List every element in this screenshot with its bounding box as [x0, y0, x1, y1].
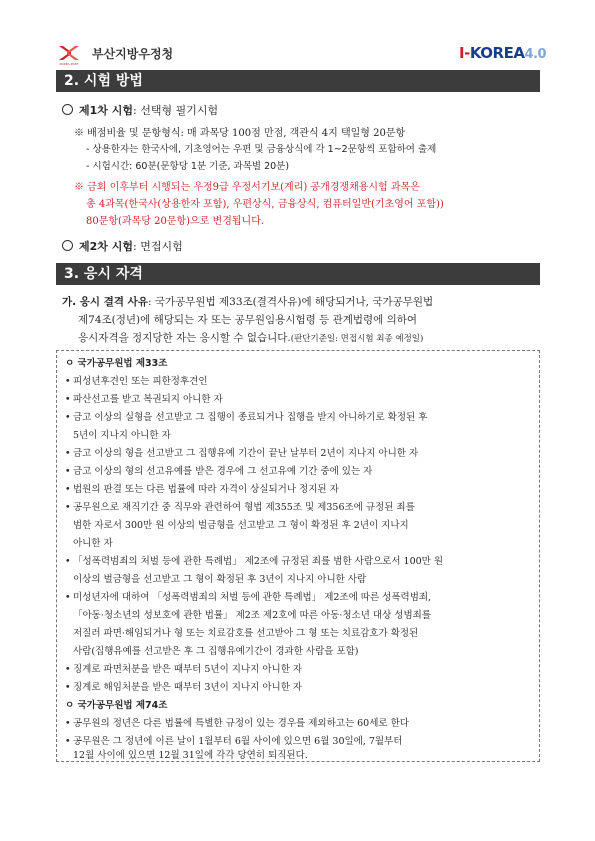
heading-mark: ㅇ	[65, 700, 75, 711]
provision-text: 법원의 판결 또는 다른 법률에 따라 자격이 상실되거나 정지된 자	[73, 484, 339, 495]
disqualification-text-1: : 국가공무원법 제33조(결격사유)에 해당되거나, 국가공무원법	[147, 296, 434, 308]
korea-post-logo-icon	[56, 40, 82, 66]
provision-text: 파산선고를 받고 복권되지 아니한 자	[73, 394, 223, 405]
provision-continuation: 12월 사이에 있으면 12월 31일에 각각 당연히 퇴직된다.	[73, 750, 308, 761]
brand-version: 4.0	[524, 47, 546, 62]
bullet-icon: •	[65, 448, 71, 459]
first-exam-text: : 선택형 필기시험	[133, 104, 219, 117]
provision-continuation: 범한 자로서 300만 원 이상의 벌금형을 선고받고 그 형이 확정된 후 2년이 지나지	[73, 520, 409, 531]
provision-item	[65, 589, 431, 603]
red-notice-line-2: 총 4과목(한국사(상용한자 포함), 우편상식, 금융상식, 컴퓨터일반(기초영어 포함))	[86, 199, 444, 210]
provision-item	[65, 391, 223, 405]
bullet-icon: •	[65, 376, 71, 387]
box-heading-74-text: 국가공무원법 제74조	[77, 700, 168, 711]
provision-continuation: 사람(집행유예를 선고받은 후 그 집행유예기간이 경과한 사람을 포함)	[73, 646, 359, 657]
provision-text: 「성폭력범죄의 처벌 등에 관한 특례법」 제2조에 규정된 죄를 범한 사람으로서 100만 원	[73, 556, 444, 567]
provision-item	[65, 463, 372, 477]
provision-continuation: 이상의 벌금형을 선고받고 그 형이 확정된 후 3년이 지나지 아니한 사람	[73, 574, 367, 585]
note-line-1: ※ 배점비율 및 문항형식: 매 과목당 100점 만점, 객관식 4지 택일형 20문항	[74, 128, 406, 139]
box-heading-33	[65, 355, 167, 369]
bullet-icon: •	[65, 466, 71, 477]
page-header	[56, 40, 546, 66]
provision-text: 징계로 해임처분을 받은 때부터 3년이 지나지 아니한 자	[73, 682, 303, 693]
provision-text: 공무원으로 재직기간 중 직무와 관련하여 형법 제355조 및 제356조에 규정된 죄를	[73, 502, 415, 513]
provision-item	[65, 409, 427, 423]
provision-item	[65, 715, 409, 729]
provision-continuation: 아니한 자	[73, 538, 113, 549]
i-korea-brand	[459, 44, 546, 62]
disqualification-line-2: 제74조(정년)에 해당되는 자 또는 공무원임용시험령 등 관계법령에 의하여	[78, 314, 418, 326]
brand-prefix: I-	[459, 44, 470, 62]
provision-item	[65, 499, 415, 513]
provision-item	[65, 481, 339, 495]
first-exam-line	[62, 102, 218, 118]
provision-item	[65, 445, 418, 459]
provision-text: 공무원의 정년은 다른 법률에 특별한 규정이 있는 경우를 제외하고는 60세로 한다	[73, 718, 409, 729]
red-notice-line-3: 80문항(과목당 20문항)으로 변경됩니다.	[86, 216, 265, 227]
provision-text: 금고 이상의 실형을 선고받고 그 집행이 종료되거나 집행을 받지 아니하기로 확정된 후	[73, 412, 428, 423]
provision-item	[65, 553, 443, 567]
bullet-icon: •	[65, 682, 71, 693]
provision-text: 징계로 파면처분을 받은 때부터 5년이 지나지 아니한 자	[73, 664, 303, 675]
provision-continuation: 5년이 지나지 아니한 자	[73, 430, 171, 441]
box-heading-33-text: 국가공무원법 제33조	[77, 358, 168, 369]
bullet-icon: •	[65, 664, 71, 675]
bullet-icon: •	[65, 556, 71, 567]
legal-provisions-box	[56, 350, 540, 762]
brand-korea: KOREA	[469, 44, 525, 62]
disqualification-label: 가. 응시 결격 사유	[62, 296, 148, 308]
circle-bullet-icon	[62, 240, 73, 251]
bullet-icon: •	[65, 412, 71, 423]
provision-continuation: 저질러 파면·해임되거나 형 또는 치료감호를 선고받아 그 형 또는 치료감호가 확정된	[73, 628, 419, 639]
provision-text: 피성년후견인 또는 피한정후견인	[73, 376, 208, 387]
provision-item	[65, 679, 302, 693]
second-exam-label: 제2차 시험	[79, 240, 133, 253]
disqualification-line-1	[62, 294, 433, 309]
disqualification-text-3: 응시자격을 정지당한 자는 응시할 수 없습니다.	[78, 332, 291, 344]
note-line-2: - 상용한자는 한국사에, 기초영어는 우편 및 금융상식에 각 1~2문항씩 포함하여 출제	[86, 144, 437, 155]
red-notice-line-1: ※ 금회 이후부터 시행되는 우정9급 우정서기보(계리) 공개경쟁채용시험 과목은	[74, 182, 420, 193]
bullet-icon: •	[65, 736, 71, 747]
disqualification-line-3	[78, 330, 423, 345]
first-exam-label: 제1차 시험	[79, 104, 133, 117]
second-exam-text: : 면접시험	[133, 240, 183, 253]
box-heading-74	[65, 697, 167, 711]
bullet-icon: •	[65, 394, 71, 405]
heading-mark: ㅇ	[65, 358, 75, 369]
bullet-icon: •	[65, 718, 71, 729]
bullet-icon: •	[65, 484, 71, 495]
circle-bullet-icon	[62, 104, 73, 115]
bullet-icon: •	[65, 502, 71, 513]
judgment-date-note: (판단기준일: 면접시험 최종 예정일)	[290, 334, 424, 344]
provision-item	[65, 373, 208, 387]
bullet-icon: •	[65, 592, 71, 603]
provision-text: 공무원은 그 정년에 이른 날이 1월부터 6월 사이에 있으면 6월 30일에, 7월부터	[73, 736, 403, 747]
note-line-3: - 시험시간: 60분(문항당 1분 기준, 과목별 20분)	[86, 161, 290, 172]
provision-text: 미성년자에 대하여 「성폭력범죄의 처벌 등에 관한 특례법」 제2조에 따른 성폭력범죄,	[73, 592, 432, 603]
section-3-title: 3. 응시 자격	[56, 263, 540, 285]
org-name: 부산지방우정청	[92, 47, 174, 61]
provision-item	[65, 661, 302, 675]
second-exam-line	[62, 238, 183, 254]
section-2-title: 2. 시험 방법	[56, 70, 540, 92]
provision-continuation: 「아동·청소년의 성보호에 관한 법률」 제2조 제2호에 따른 아동·청소년 대상 성범죄를	[73, 610, 431, 621]
logo-subtext: KOREA POST	[59, 62, 79, 66]
provision-text: 금고 이상의 형을 선고받고 그 집행유예 기간이 끝난 날부터 2년이 지나지 아니한 자	[73, 448, 419, 459]
provision-item	[65, 733, 402, 747]
provision-text: 금고 이상의 형의 선고유예를 받은 경우에 그 선고유예 기간 중에 있는 자	[73, 466, 373, 477]
